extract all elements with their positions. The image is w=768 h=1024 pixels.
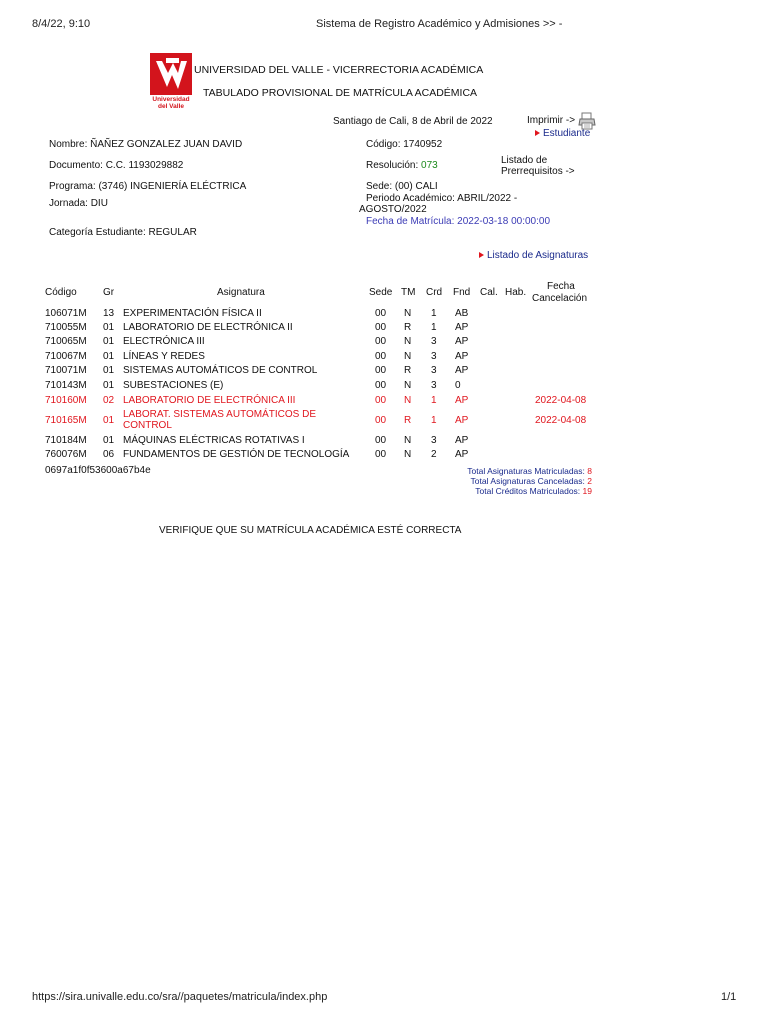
cell-tm: R	[404, 322, 412, 333]
cell-codigo: 710165M	[45, 415, 87, 426]
col-header-crd: Crd	[426, 287, 443, 298]
total-credits-label: Total Créditos Matriculados:	[475, 486, 583, 496]
table-row	[0, 449, 768, 462]
cell-codigo: 710160M	[45, 395, 87, 406]
verify-message: VERIFIQUE QUE SU MATRÍCULA ACADÉMICA ESTÉ CORRECTA	[159, 525, 462, 536]
total-credits	[475, 486, 592, 496]
cell-tm: N	[404, 308, 412, 319]
cell-asignatura: SISTEMAS AUTOMÁTICOS DE CONTROL	[123, 365, 318, 376]
table-row-cancelled	[0, 395, 768, 408]
student-document: Documento: C.C. 1193029882	[49, 160, 184, 171]
university-title: UNIVERSIDAD DEL VALLE - VICERRECTORIA ACADÉMICA	[194, 64, 484, 76]
cell-crd: 3	[431, 351, 437, 362]
cell-fnd: AP	[455, 351, 469, 362]
cell-gr: 01	[103, 365, 115, 376]
table-row-cancelled	[0, 409, 768, 433]
cell-sede: 00	[375, 365, 387, 376]
student-jornada: Jornada: DIU	[49, 198, 108, 209]
student-link-label[interactable]: Estudiante	[543, 128, 591, 139]
cell-tm: R	[404, 365, 412, 376]
cell-sede: 00	[375, 380, 387, 391]
logo-text-line2: del Valle	[157, 103, 185, 110]
student-code: Código: 1740952	[366, 139, 443, 150]
university-logo	[150, 53, 192, 111]
cell-crd: 1	[431, 395, 437, 406]
student-category: Categoría Estudiante: REGULAR	[49, 227, 197, 238]
period-line2: AGOSTO/2022	[359, 204, 427, 215]
cell-fecha-cancelacion: 2022-04-08	[535, 415, 587, 426]
cell-sede: 00	[375, 415, 387, 426]
table-row	[0, 308, 768, 321]
print-page-number: 1/1	[721, 991, 737, 1003]
student-link[interactable]	[535, 128, 590, 139]
arrow-right-icon	[535, 130, 540, 136]
place-date: Santiago de Cali, 8 de Abril de 2022	[333, 116, 493, 127]
cell-sede: 00	[375, 435, 387, 446]
enrollment-date: Fecha de Matrícula: 2022-03-18 00:00:00	[366, 216, 551, 227]
cell-crd: 3	[431, 365, 437, 376]
student-name: Nombre: ÑAÑEZ GONZALEZ JUAN DAVID	[49, 139, 243, 150]
resolution	[366, 160, 438, 171]
col-header-fnd: Fnd	[453, 287, 471, 298]
student-sede: Sede: (00) CALI	[366, 181, 438, 192]
cell-fnd: AP	[455, 395, 469, 406]
cell-gr: 01	[103, 415, 115, 426]
col-header-codigo: Código	[45, 287, 77, 298]
table-row	[0, 322, 768, 335]
cell-crd: 1	[431, 308, 437, 319]
prereq-line2[interactable]: Prerrequisitos ->	[501, 166, 575, 177]
cell-gr: 13	[103, 308, 115, 319]
verification-hash: 0697a1f0f53600a67b4e	[45, 465, 151, 476]
col-header-fecha-line1: Fecha	[547, 281, 575, 292]
courses-link[interactable]	[479, 250, 588, 261]
cell-crd: 3	[431, 380, 437, 391]
student-program: Programa: (3746) INGENIERÍA ELÉCTRICA	[49, 181, 247, 192]
cell-sede: 00	[375, 308, 387, 319]
cell-codigo: 710071M	[45, 365, 87, 376]
cell-codigo: 710055M	[45, 322, 87, 333]
total-cancelled-label: Total Asignaturas Canceladas:	[470, 476, 588, 486]
cell-fnd: AP	[455, 336, 469, 347]
cell-asignatura: LÍNEAS Y REDES	[123, 351, 205, 362]
cell-fnd: AP	[455, 435, 469, 446]
cell-codigo: 710143M	[45, 380, 87, 391]
cell-fnd: AP	[455, 415, 469, 426]
cell-fnd: 0	[455, 380, 461, 391]
univalle-emblem-icon	[150, 53, 192, 95]
cell-asignatura-line2: CONTROL	[123, 420, 172, 431]
cell-gr: 01	[103, 351, 115, 362]
cell-tm: N	[404, 449, 412, 460]
table-row	[0, 351, 768, 364]
courses-link-label[interactable]: Listado de Asignaturas	[487, 250, 589, 261]
resolution-label: Resolución:	[366, 160, 422, 171]
cell-fnd: AB	[455, 308, 469, 319]
document-title: TABULADO PROVISIONAL DE MATRÍCULA ACADÉMICA	[203, 87, 478, 99]
cell-crd: 2	[431, 449, 437, 460]
cell-sede: 00	[375, 336, 387, 347]
cell-gr: 06	[103, 449, 115, 460]
col-header-cal: Cal.	[480, 287, 498, 298]
cell-tm: N	[404, 351, 412, 362]
col-header-tm: TM	[401, 287, 416, 298]
print-url: https://sira.univalle.edu.co/sra//paquetes/matricula/index.php	[32, 991, 328, 1003]
cell-sede: 00	[375, 395, 387, 406]
resolution-value: 073	[421, 160, 438, 171]
col-header-fecha-line2: Cancelación	[532, 293, 588, 304]
total-enrolled-label: Total Asignaturas Matriculadas:	[467, 466, 588, 476]
total-cancelled-value: 2	[587, 476, 592, 486]
cell-asignatura: LABORATORIO DE ELECTRÓNICA III	[123, 395, 296, 406]
cell-codigo: 710067M	[45, 351, 87, 362]
cell-asignatura: LABORATORIO DE ELECTRÓNICA II	[123, 322, 293, 333]
total-enrolled	[467, 466, 592, 476]
cell-fnd: AP	[455, 322, 469, 333]
cell-tm: N	[404, 395, 412, 406]
col-header-asignatura: Asignatura	[217, 287, 265, 298]
print-datetime: 8/4/22, 9:10	[32, 18, 91, 30]
cell-gr: 01	[103, 336, 115, 347]
print-label[interactable]: Imprimir ->	[527, 115, 576, 126]
cell-crd: 1	[431, 322, 437, 333]
print-title: Sistema de Registro Académico y Admisiones >> -	[316, 18, 563, 30]
period-line1: Periodo Académico: ABRIL/2022 -	[366, 193, 518, 204]
cell-fnd: AP	[455, 365, 469, 376]
cell-gr: 01	[103, 435, 115, 446]
table-row	[0, 435, 768, 448]
col-header-sede: Sede	[369, 287, 393, 298]
cell-asignatura-line1: LABORAT. SISTEMAS AUTOMÁTICOS DE	[123, 409, 317, 420]
cell-crd: 3	[431, 336, 437, 347]
cell-asignatura: ELECTRÓNICA III	[123, 336, 205, 347]
cell-asignatura: SUBESTACIONES (E)	[123, 380, 224, 391]
cell-fnd: AP	[455, 449, 469, 460]
total-enrolled-value: 8	[587, 466, 592, 476]
cell-tm: N	[404, 435, 412, 446]
col-header-hab: Hab.	[505, 287, 527, 298]
cell-codigo: 710065M	[45, 336, 87, 347]
prereq-line1[interactable]: Listado de	[501, 155, 548, 166]
cell-asignatura: MÁQUINAS ELÉCTRICAS ROTATIVAS I	[123, 435, 305, 446]
cell-sede: 00	[375, 351, 387, 362]
cell-fecha-cancelacion: 2022-04-08	[535, 395, 587, 406]
cell-sede: 00	[375, 449, 387, 460]
col-header-gr: Gr	[103, 287, 115, 298]
cell-codigo: 760076M	[45, 449, 87, 460]
cell-asignatura: FUNDAMENTOS DE GESTIÓN DE TECNOLOGÍA	[123, 449, 350, 460]
table-row	[0, 380, 768, 393]
cell-tm: R	[404, 415, 412, 426]
cell-codigo: 710184M	[45, 435, 87, 446]
cell-gr: 02	[103, 395, 115, 406]
cell-codigo: 106071M	[45, 308, 87, 319]
arrow-right-icon	[479, 252, 484, 258]
cell-gr: 01	[103, 380, 115, 391]
total-cancelled	[471, 476, 592, 486]
logo-text-line1: Universidad	[152, 96, 190, 103]
table-row	[0, 365, 768, 378]
cell-tm: N	[404, 336, 412, 347]
cell-sede: 00	[375, 322, 387, 333]
cell-tm: N	[404, 380, 412, 391]
total-credits-value: 19	[582, 486, 592, 496]
table-row	[0, 336, 768, 349]
cell-gr: 01	[103, 322, 115, 333]
cell-crd: 3	[431, 435, 437, 446]
cell-asignatura: EXPERIMENTACIÓN FÍSICA II	[123, 308, 262, 319]
cell-crd: 1	[431, 415, 437, 426]
